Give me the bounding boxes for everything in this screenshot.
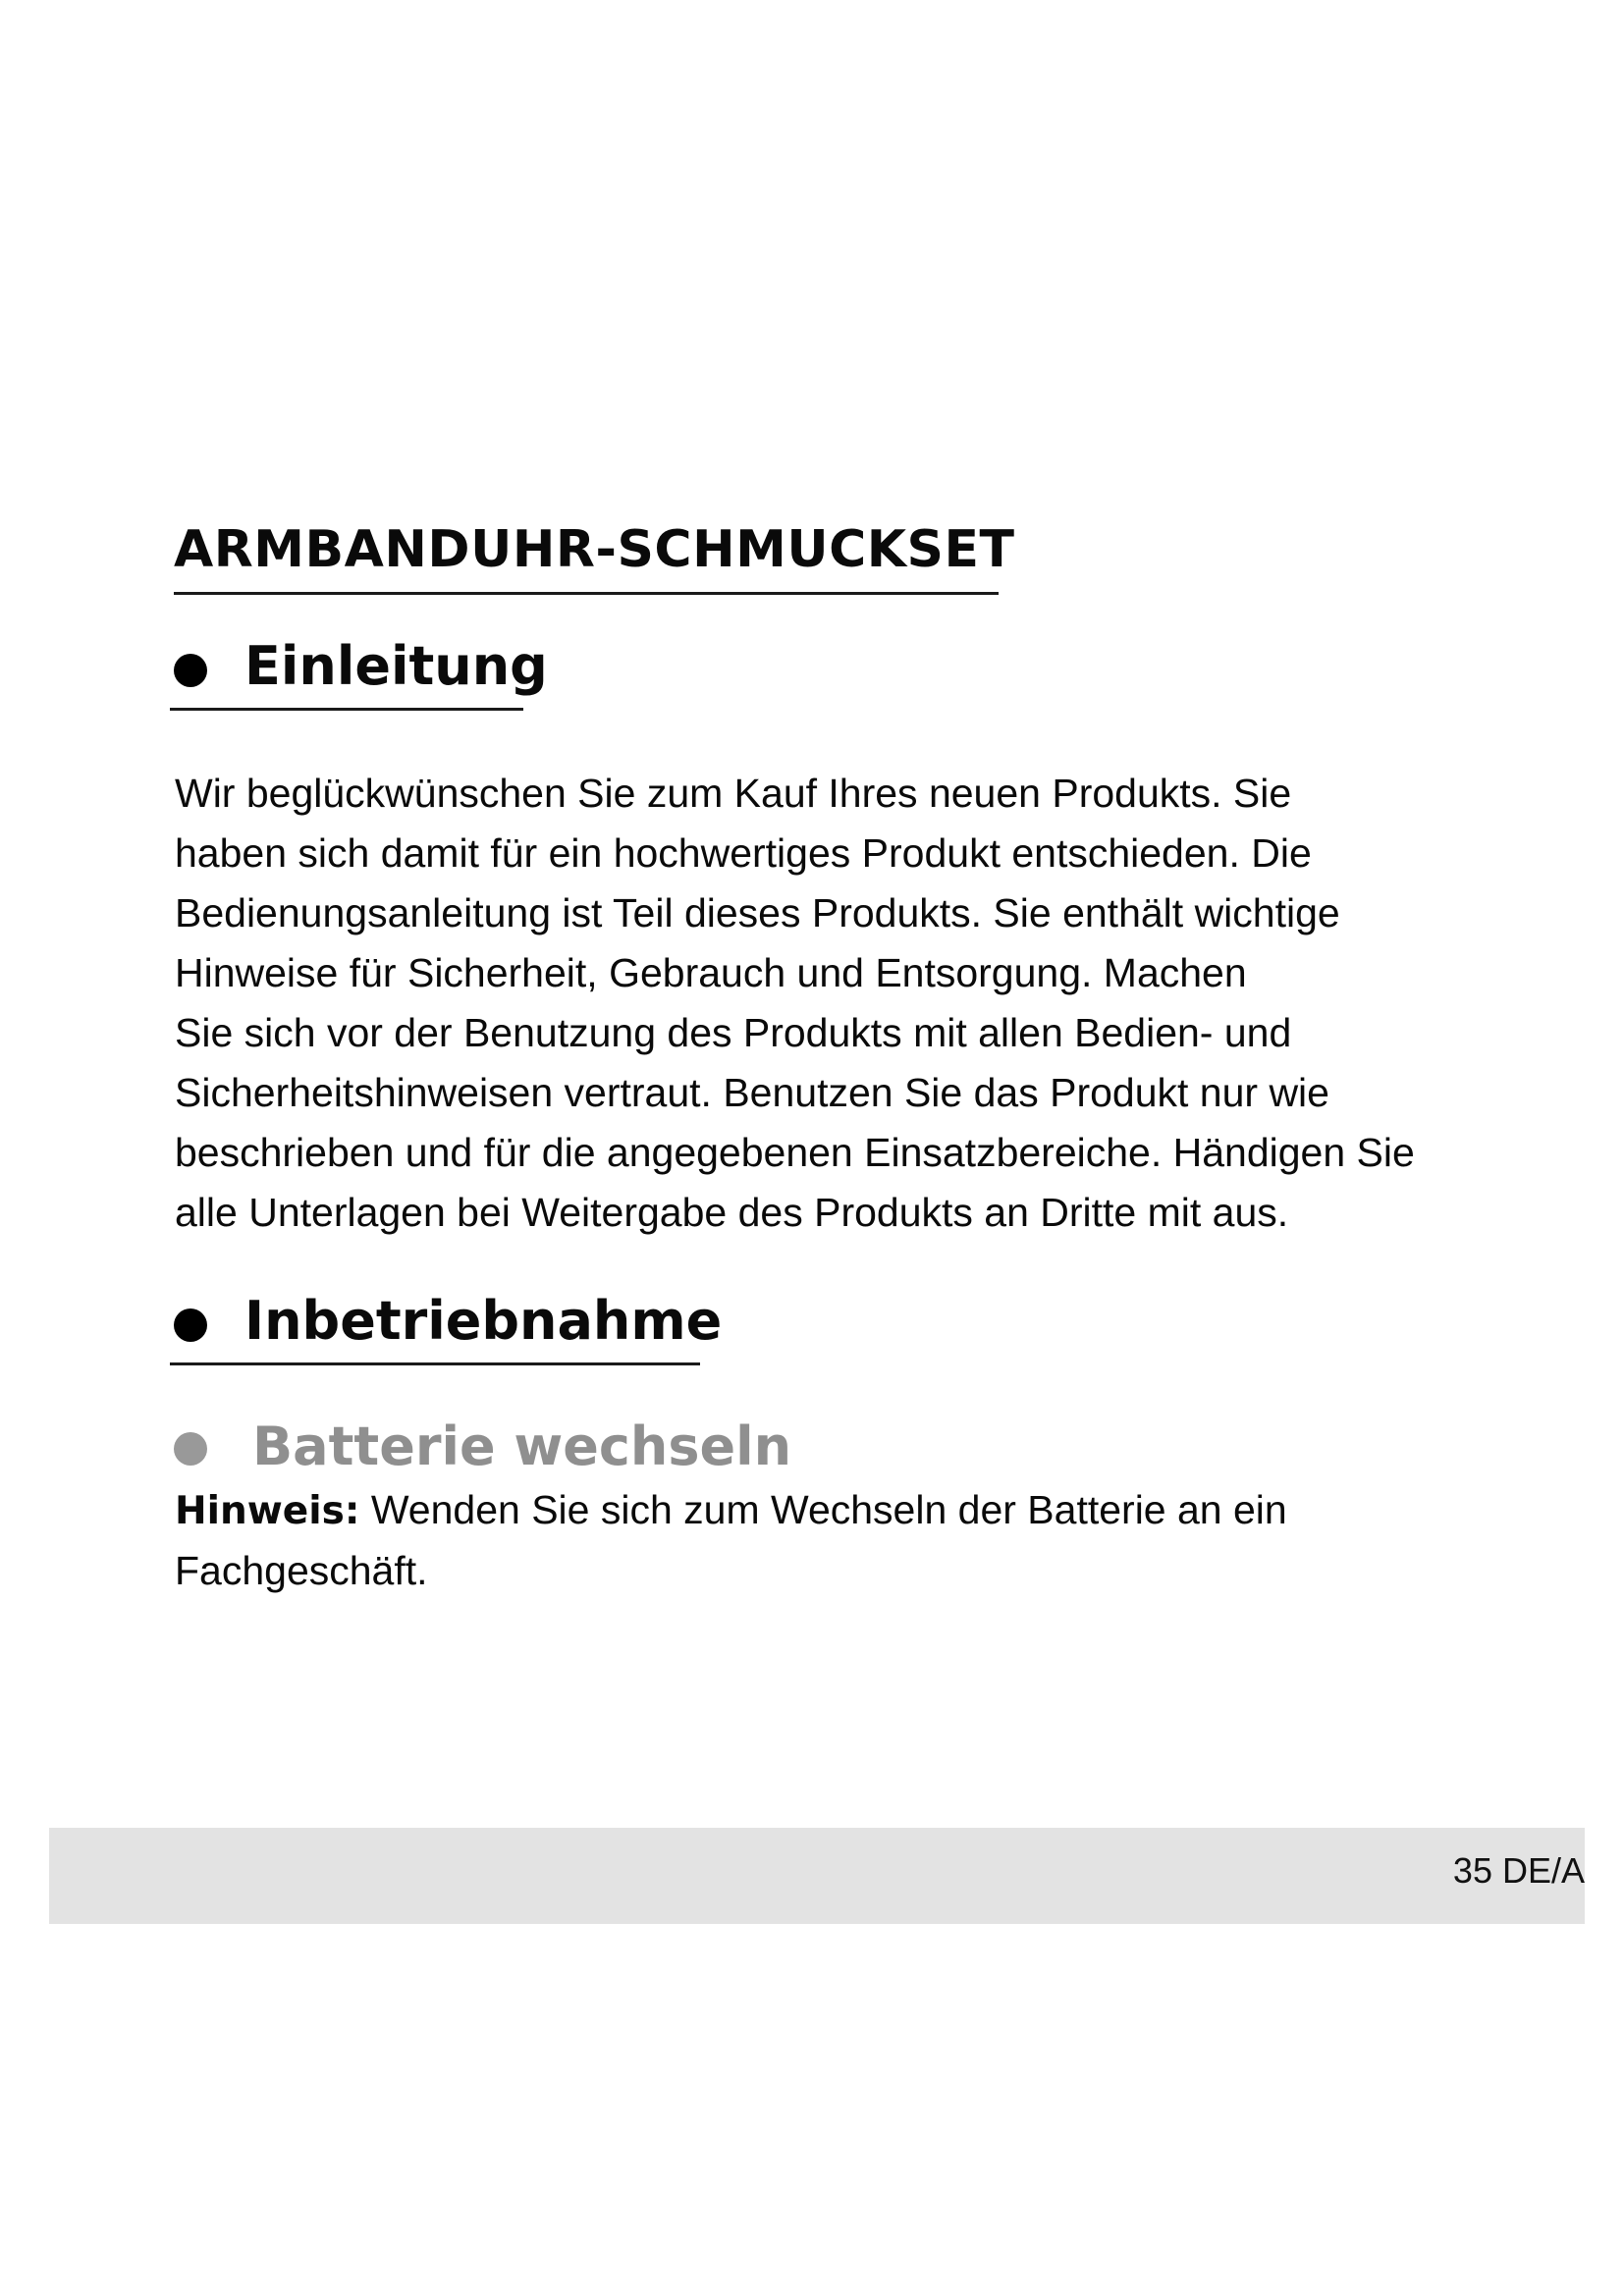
subsection-heading-text: Batterie wechseln (252, 1415, 792, 1477)
paragraph-line: Sie sich vor der Benutzung des Produkts mit allen Bedien- und (175, 1010, 1292, 1055)
paragraph-line: haben sich damit für ein hochwertiges Produkt entschieden. Die (175, 830, 1312, 876)
section-heading-einleitung (170, 635, 548, 711)
document-title (174, 520, 1015, 595)
footer-band (49, 1828, 1585, 1924)
paragraph-line: Sicherheitshinweisen vertraut. Benutzen Sie das Produkt nur wie (175, 1070, 1329, 1115)
paragraph-line: Wir beglückwünschen Sie zum Kauf Ihres neuen Produkts. Sie (175, 771, 1292, 816)
battery-note (175, 1480, 1471, 1601)
intro-paragraph (175, 764, 1471, 1243)
paragraph-line: Bedienungsanleitung ist Teil dieses Produkts. Sie enthält wichtige (175, 890, 1340, 935)
page-number: 35 DE/A (1452, 1850, 1585, 1891)
section-heading-text: Einleitung (244, 635, 548, 697)
paragraph-line: Hinweise für Sicherheit, Gebrauch und Entsorgung. Machen (175, 950, 1247, 995)
note-text: Wenden Sie sich zum Wechseln der Batterie an ein Fachgeschäft. (175, 1487, 1287, 1593)
document-title-text: ARMBANDUHR-SCHMUCKSET (174, 520, 1015, 579)
section-heading-inbetriebnahme (170, 1290, 723, 1365)
note-label: Hinweis: (175, 1489, 360, 1533)
gray-bullet-icon (174, 1432, 207, 1466)
bullet-icon (174, 654, 207, 687)
section-heading-text: Inbetriebnahme (244, 1290, 723, 1352)
paragraph-line: alle Unterlagen bei Weitergabe des Produkts an Dritte mit aus. (175, 1190, 1289, 1235)
paragraph-line: beschrieben und für die angegebenen Einsatzbereiche. Händigen Sie (175, 1130, 1415, 1175)
bullet-icon (174, 1308, 207, 1342)
subsection-heading-batterie (170, 1415, 792, 1483)
